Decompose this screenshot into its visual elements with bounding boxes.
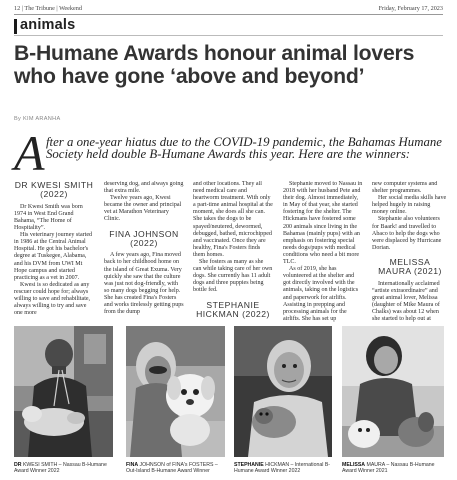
paragraph: Twelve years ago, Kwesi became the owner and principal vet at Marathon Veterinary Clinic. <box>104 195 182 223</box>
paragraph: A few years ago, Fina moved back to her childhood home on the island of Great Exuma. Very quickly she saw that the culture was just not dog-friendly, with so many dogs begging for help. She has created Fina's Fosters and works tirelessly getting pups from the dump <box>104 252 184 316</box>
caption-name: STEPHANIE <box>234 462 264 468</box>
byline: By KIM ARANHA <box>14 116 61 122</box>
photo-kwesi-smith <box>14 326 113 457</box>
paragraph: His veterinary journey started in 1986 at the Central Animal Hospital. He got his bachelor's degree at Tuskegee, Alabama, and his DVM from UWI Mt Hope campus and started practicing as a vet in 2007. <box>14 232 93 281</box>
caption-melissa-maura <box>342 462 446 475</box>
masthead-left: 12 | The Tribune | Weekend <box>14 5 82 12</box>
photo-fina-johnson <box>126 326 225 457</box>
paragraph: deserving dog, and always going that extra mile. <box>104 181 184 195</box>
article-column-1 <box>14 181 94 331</box>
caption-text: HICKMAN – International B-Humane Award Winner 2022 <box>234 462 331 475</box>
photo-melissa-maura <box>342 326 444 457</box>
article-column-3 <box>193 181 273 331</box>
caption-text: KWESI SMITH – Nassau B-Humane Award Winner 2022 <box>14 462 107 475</box>
paragraph: Stephanie moved to Nassau in 2018 with her husband Pete and their dog. Almost immediately, in May of that year, she started fostering for the shelter. The Hickmans have fostered some 200 animals since living in the Bahamas (mainly pups) with an emphasis on fostering special needs dogs/pups with medical conditions who need a bit more TLC. <box>283 181 363 266</box>
issue-date: Friday, February 17, 2023 <box>378 5 443 12</box>
article-column-4 <box>283 181 363 331</box>
photo-woman-with-puppy <box>234 326 332 457</box>
caption-kwesi-smith <box>14 462 114 475</box>
paragraph: Kwesi is so dedicated as any rescuer could hope for; always willing to save and rehabilitate, always willing to try and save one more <box>14 281 91 317</box>
section-name: Weekend <box>59 5 82 12</box>
section-bar <box>14 19 17 34</box>
paragraph: Stephanie also volunteers for Baark! and travelled to Abaco to help the dogs who were displaced by Hurricane Dorian. <box>372 216 442 251</box>
winner-heading-fina-johnson: FINA JOHNSON (2022) <box>109 228 179 248</box>
paragraph: and other locations. They all need medical care and heartworm treatment. With only a part-time animal hospital at the moment, she does all she can. She takes the dogs to be spayed/neutered, dewormed, debugged, bathed, microchipped and vaccinated. Once they are healthy, Fina's Fosters finds them homes. <box>193 181 273 258</box>
masthead-divider <box>14 14 443 15</box>
article-column-2 <box>104 181 184 331</box>
caption-stephanie-hickman <box>234 462 334 475</box>
caption-text: JOHNSON of FINA's FOSTERS – Out-Island B-Humane Award Winner <box>126 462 218 475</box>
paragraph: As of 2019, she has volunteered at the shelter and got directly involved with the animals, taking on the logistics and paperwork for airlifts. Assisting in prepping and processing animals for the airlifts. She has set up <box>283 266 359 322</box>
caption-name: MELISSA <box>342 462 366 468</box>
winner-heading-stephanie-hickman: STEPHANIE HICKMAN (2022) <box>196 299 270 319</box>
drop-cap: A <box>14 125 45 181</box>
caption-fina-johnson <box>126 462 226 475</box>
caption-name: FINA <box>126 462 139 468</box>
caption-name: DR <box>14 462 22 468</box>
paragraph: She fosters as many as she can while taking care of her own dogs. She currently has 11 adult dogs and three puppies being bottle fed. <box>193 259 273 294</box>
caption-text: MAURA – Nassau B-Humane Award Winner 2021 <box>342 462 435 475</box>
paragraph: Her social media skills have helped hugely in raising money online. <box>372 195 447 216</box>
page-number: 12 <box>14 5 21 12</box>
photo-artist-with-dogs <box>342 326 444 457</box>
headline: B-Humane Awards honour animal lovers who have gone ‘above and beyond’ <box>14 42 415 88</box>
paragraph: Dr Kwesi Smith was born 1974 in West End Grand Bahama, “The Home of Hospitality”. <box>14 203 83 232</box>
photo-vet-with-dog <box>14 326 113 457</box>
section-label: animals <box>20 17 76 33</box>
publication-name: The Tribune <box>24 5 55 12</box>
paragraph: new computer systems and shelter programmes. <box>372 181 438 195</box>
winner-heading-kwesi-smith: DR KWESI SMITH (2022) <box>14 181 94 200</box>
article-column-5 <box>372 181 448 331</box>
photo-woman-with-dog <box>126 326 225 457</box>
paragraph: Internationally acclaimed “artiste extraordinaire” and great animal lover, Melissa (daughter of Mike Maura of Chalks) was about 12 when she started to help out at <box>372 280 440 323</box>
intro-text: fter a one-year hiatus due to the COVID-19 pandemic, the Bahamas Humane Society held double B-Humane Awards this year. Here are the winners: <box>46 135 442 161</box>
winner-heading-melissa-maura: MELISSA MAURA (2021) <box>378 256 442 277</box>
photo-stephanie-hickman <box>234 326 332 457</box>
section-header <box>14 17 443 36</box>
